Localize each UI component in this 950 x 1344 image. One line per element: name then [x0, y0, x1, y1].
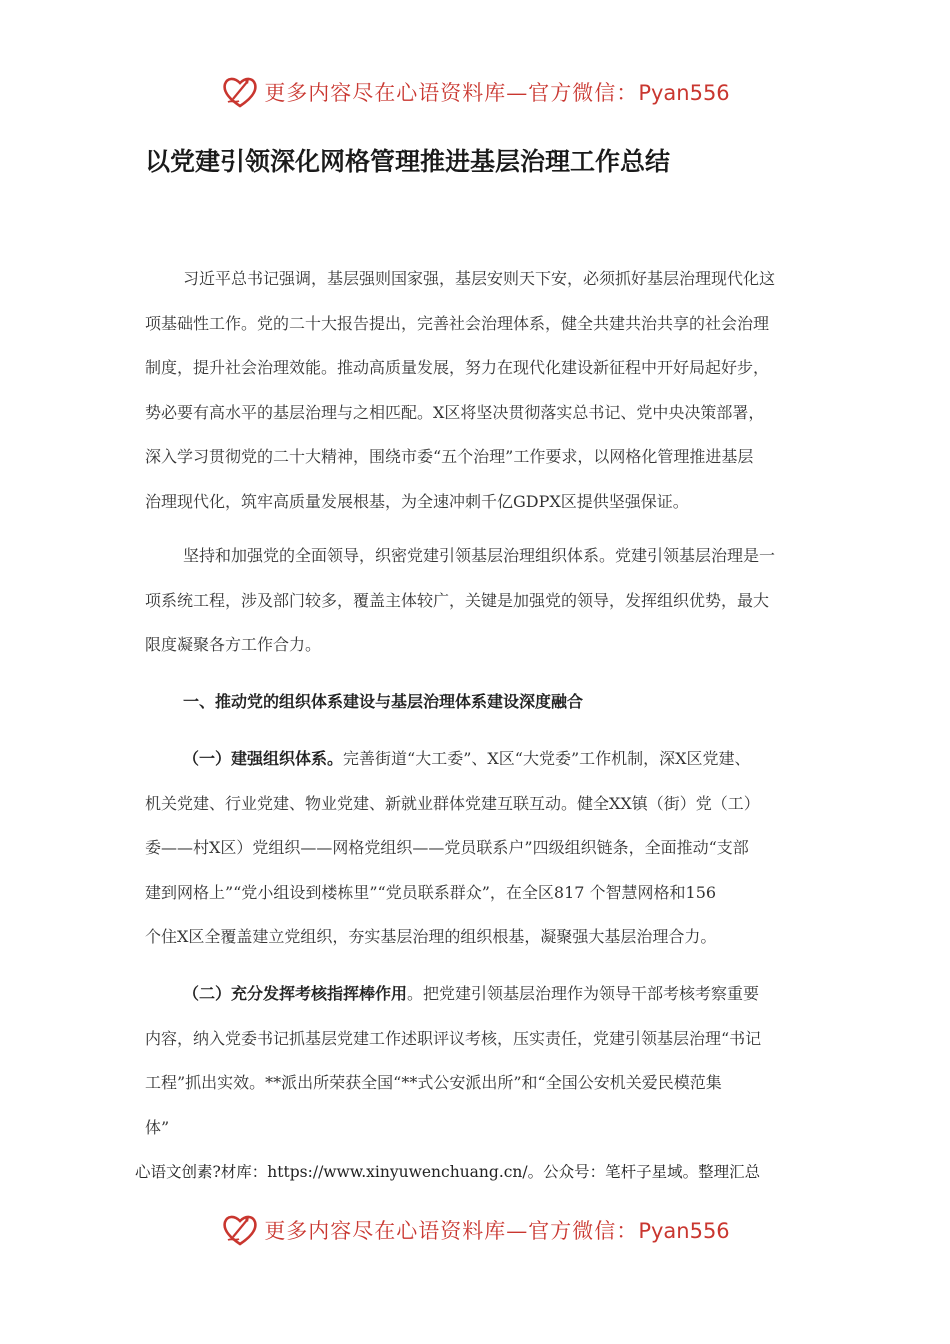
subsection-lead: （二）充分发挥考核指挥棒作用 [183, 984, 408, 1003]
section-heading-block [145, 680, 815, 725]
paragraph-leadership [145, 534, 815, 668]
text-line [145, 737, 815, 782]
bottom-banner [0, 1208, 950, 1252]
text-line: 机关党建、行业党建、物业党建、新就业群体党建互联互动。健全XX镇（街）党（工） [145, 793, 760, 813]
text-line: 坚持和加强党的全面领导，织密党建引领基层治理组织体系。党建引领基层治理是一 [183, 546, 776, 565]
banner-wechat-id: Pyan556 [638, 1219, 730, 1243]
text-line: 项系统工程，涉及部门较多，覆盖主体较广，关键是加强党的领导，发挥组织优势，最大 [145, 590, 770, 610]
footer-source-note: 心语文创素?材库：https://www.xinyuwenchuang.cn/。公众号：笔杆子星域。整理汇总 [135, 1163, 761, 1181]
subsection-text: 完善街道“大工委”、X区“大党委”工作机制，深X区党建、 [343, 749, 751, 768]
text-line: 建到网格上”“党小组设到楼栋里”“党员联系群众”，在全区817 个智慧网格和156 [145, 882, 717, 902]
text-line: 工程”抓出实效。**派出所荣获全国“**式公安派出所”和“全国公安机关爱民模范集 [145, 1073, 722, 1093]
section-heading: 一、推动党的组织体系建设与基层治理体系建设深度融合 [183, 692, 584, 711]
text-line: 深入学习贯彻党的二十大精神，围绕市委“五个治理”工作要求，以网格化管理推进基层 [145, 447, 754, 467]
text-line: 治理现代化，筑牢高质量发展根基，为全速冲刺千亿GDPX区提供坚强保证。 [145, 491, 689, 511]
text-line: 项基础性工作。党的二十大报告提出，完善社会治理体系，健全共建共治共享的社会治理 [145, 313, 770, 333]
text-line: 制度，提升社会治理效能。推动高质量发展，努力在现代化建设新征程中开好局起好步， [145, 358, 770, 378]
subsection-organization [145, 737, 815, 960]
heart-pen-logo-icon [220, 1210, 260, 1250]
text-line: 势必要有高水平的基层治理与之相匹配。X区将坚决贯彻落实总书记、党中央决策部署， [145, 402, 765, 422]
banner-wechat-id: Pyan556 [638, 81, 730, 105]
text-line: 内容，纳入党委书记抓基层党建工作述职评议考核，压实责任，党建引领基层治理“书记 [145, 1028, 762, 1048]
subsection-lead: （一）建强组织体系。 [183, 749, 344, 768]
banner-text [264, 77, 729, 107]
paragraph-intro [145, 257, 815, 525]
text-line: 习近平总书记强调，基层强则国家强，基层安则天下安，必须抓好基层治理现代化这 [183, 269, 776, 288]
banner-slogan: 更多内容尽在心语资料库—官方微信： [264, 1219, 639, 1243]
heart-pen-logo-icon [220, 72, 260, 112]
text-line: 委——村X区）党组织——网格党组织——党员联系户”四级组织链条，全面推动“支部 [145, 838, 749, 858]
text-line: 限度凝聚各方工作合力。 [145, 635, 322, 655]
subsection-assessment [145, 972, 815, 1150]
document-title: 以党建引领深化网格管理推进基层治理工作总结 [145, 147, 671, 176]
top-banner [0, 70, 950, 114]
text-line [145, 972, 815, 1017]
subsection-text: 。把党建引领基层治理作为领导干部考核考察重要 [407, 984, 760, 1003]
text-line: 个住X区全覆盖建立党组织，夯实基层治理的组织根基，凝聚强大基层治理合力。 [145, 927, 717, 947]
banner-text [264, 1215, 729, 1245]
text-line: 体” [145, 1117, 170, 1137]
banner-slogan: 更多内容尽在心语资料库—官方微信： [264, 81, 639, 105]
